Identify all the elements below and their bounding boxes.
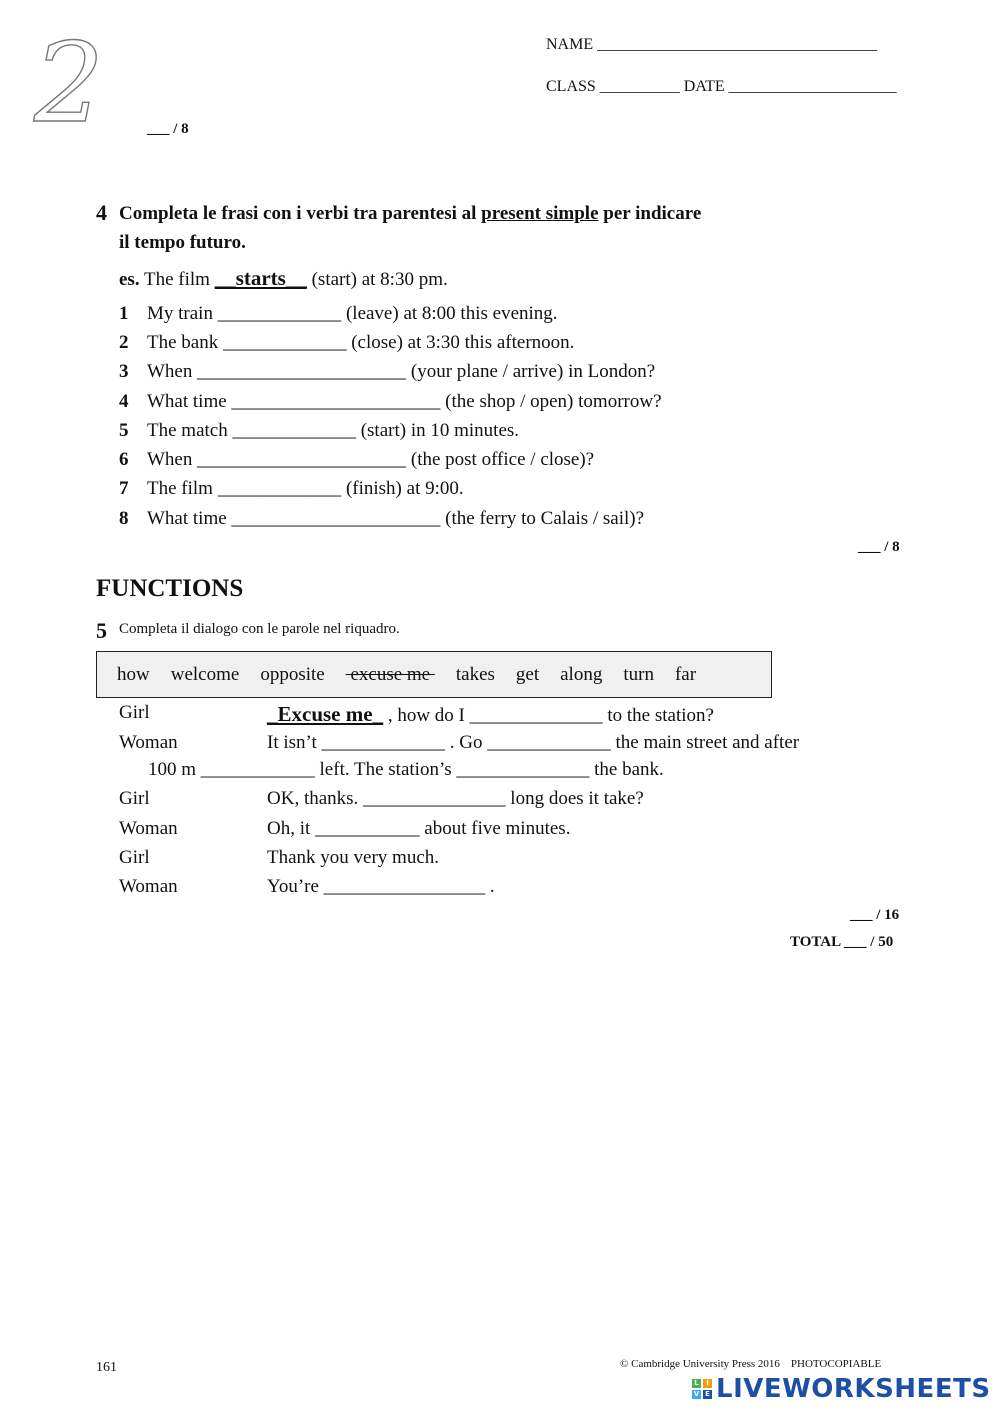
instruction-text: Completa le frasi con i verbi tra parentesi al <box>119 203 482 224</box>
liveworksheets-logo[interactable] <box>692 1374 991 1404</box>
item-text: What time ______________________ (the shop / open) tomorrow? <box>147 391 662 412</box>
brand-icon <box>692 1379 712 1399</box>
page-number: 161 <box>96 1360 117 1375</box>
item-3[interactable] <box>119 361 655 383</box>
word-box <box>96 651 772 698</box>
example-line <box>119 266 448 291</box>
dialogue-line-4[interactable]: Oh, it ___________ about five minutes. <box>267 818 571 839</box>
unit-number: 2 <box>34 19 104 147</box>
exercise-4-instruction <box>119 199 819 257</box>
dialogue-line-5: Thank you very much. <box>267 847 440 868</box>
word-takes: takes <box>455 663 495 685</box>
word-welcome: welcome <box>170 663 240 685</box>
brand-icon-e: E <box>703 1390 712 1399</box>
score-top: ___ / 8 <box>147 121 189 137</box>
word-far: far <box>674 663 697 685</box>
speaker-woman: Woman <box>119 818 178 839</box>
class-date-field-label: CLASS __________ DATE _____________________ <box>546 78 897 95</box>
photocopiable-label: PHOTOCOPIABLE <box>790 1358 882 1370</box>
dialogue-text: , how do I ______________ to the station? <box>383 705 714 726</box>
brand-icon-l: L <box>692 1379 701 1388</box>
item-text: The bank _____________ (close) at 3:30 this afternoon. <box>147 332 575 353</box>
instruction-underlined: present simple <box>481 203 599 224</box>
dialogue-line-2-continued[interactable]: 100 m ____________ left. The station’s ______________ the bank. <box>148 759 664 780</box>
dialogue-line-3[interactable]: OK, thanks. _______________ long does it take? <box>267 788 644 809</box>
item-text: The film _____________ (finish) at 9:00. <box>147 478 464 499</box>
instruction-text-post: per indicare <box>598 203 702 224</box>
brand-text: LIVEWORKSHEETS <box>716 1374 991 1404</box>
example-label: es. <box>119 269 140 290</box>
example-post: (start) at 8:30 pm. <box>306 269 448 290</box>
item-number: 5 <box>119 420 129 441</box>
exercise-4-score: ___ / 8 <box>858 539 900 555</box>
functions-heading: FUNCTIONS <box>96 575 244 602</box>
brand-icon-i: I <box>703 1379 712 1388</box>
item-text: My train _____________ (leave) at 8:00 this evening. <box>147 303 558 324</box>
copyright-text: © Cambridge University Press 2016 <box>620 1358 780 1370</box>
item-number: 1 <box>119 303 129 324</box>
exercise-5-score: ___ / 16 <box>850 907 900 923</box>
item-text: When ______________________ (the post office / close)? <box>147 449 595 470</box>
word-get: get <box>515 663 540 685</box>
item-text: What time ______________________ (the ferry to Calais / sail)? <box>147 508 645 529</box>
dialogue-line-6[interactable]: You’re _________________ . <box>267 876 495 897</box>
item-text: When ______________________ (your plane / arrive) in London? <box>147 361 656 382</box>
item-1[interactable] <box>119 303 558 325</box>
dialogue-line-2[interactable]: It isn’t _____________ . Go _____________ the main street and after <box>267 732 800 753</box>
dialogue-line-1[interactable] <box>267 702 714 727</box>
speaker-woman: Woman <box>119 876 178 897</box>
item-text: The match _____________ (start) in 10 minutes. <box>147 420 520 441</box>
word-opposite: opposite <box>260 663 325 685</box>
speaker-girl: Girl <box>119 702 150 723</box>
total-score: TOTAL ___ / 50 <box>790 934 894 950</box>
example-answer: __starts__ <box>214 266 307 290</box>
item-number: 8 <box>119 508 129 529</box>
item-number: 3 <box>119 361 129 382</box>
name-field-label: NAME ___________________________________ <box>546 36 878 53</box>
example-pre: The film <box>139 269 215 290</box>
speaker-woman: Woman <box>119 732 178 753</box>
item-2[interactable] <box>119 332 574 354</box>
exercise-5-number: 5 <box>96 618 107 643</box>
item-7[interactable] <box>119 478 464 500</box>
copyright <box>620 1358 881 1370</box>
exercise-4-number: 4 <box>96 200 107 225</box>
speaker-girl: Girl <box>119 788 150 809</box>
exercise-5-instruction: Completa il dialogo con le parole nel riquadro. <box>119 621 400 637</box>
speaker-girl: Girl <box>119 847 150 868</box>
word-along: along <box>560 663 603 685</box>
item-4[interactable] <box>119 391 662 413</box>
example-answer-excuse-me: _Excuse me_ <box>267 702 384 726</box>
item-number: 2 <box>119 332 129 353</box>
item-number: 6 <box>119 449 129 470</box>
item-number: 7 <box>119 478 129 499</box>
brand-icon-v: V <box>693 1390 700 1398</box>
item-6[interactable] <box>119 449 594 471</box>
item-5[interactable] <box>119 420 519 442</box>
instruction-line2: il tempo futuro. <box>119 232 246 253</box>
word-turn: turn <box>623 663 654 685</box>
word-how: how <box>117 663 150 685</box>
item-number: 4 <box>119 391 129 412</box>
word-excuse-me-used: excuse me <box>345 663 435 685</box>
item-8[interactable] <box>119 508 644 530</box>
